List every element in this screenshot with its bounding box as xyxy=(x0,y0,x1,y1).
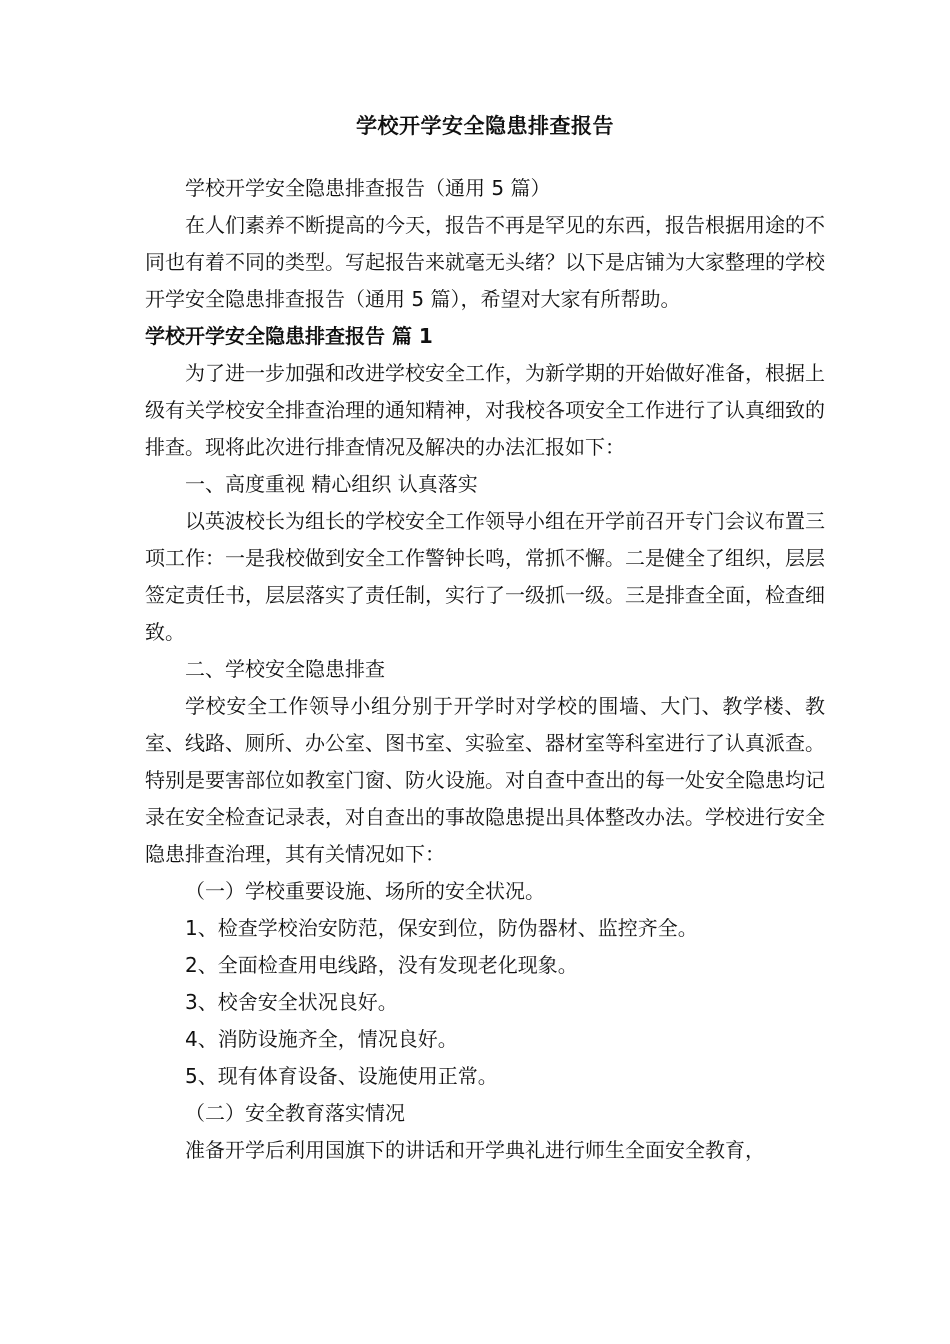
paragraph: 3、校舍安全状况良好。 xyxy=(185,990,398,1014)
paragraph: 二、学校安全隐患排查 xyxy=(185,657,385,681)
paragraph: 为了进一步加强和改进学校安全工作，为新学期的开始做好准备，根据上级有关学校安全排查治理的通知精神，对我校各项安全工作进行了认真细致的排查。现将此次进行排查情况及解决的办法汇报如下： xyxy=(145,361,825,459)
paragraph: 2、全面检查用电线路，没有发现老化现象。 xyxy=(185,953,578,977)
document-body xyxy=(145,170,825,1169)
paragraph: 准备开学后利用国旗下的讲话和开学典礼进行师生全面安全教育， xyxy=(185,1138,765,1162)
paragraph: 以英波校长为组长的学校安全工作领导小组在开学前召开专门会议布置三项工作：一是我校做到安全工作警钟长鸣，常抓不懈。二是健全了组织，层层签定责任书，层层落实了责任制，实行了一级抓一级。三是排查全面，检查细致。 xyxy=(145,509,825,644)
section-heading: 学校开学安全隐患排查报告 篇 1 xyxy=(145,324,433,348)
paragraph: 4、消防设施齐全，情况良好。 xyxy=(185,1027,458,1051)
paragraph: 1、检查学校治安防范，保安到位，防伪器材、监控齐全。 xyxy=(185,916,698,940)
document-page xyxy=(145,108,825,1169)
paragraph: （一）学校重要设施、场所的安全状况。 xyxy=(185,879,545,903)
paragraph: 5、现有体育设备、设施使用正常。 xyxy=(185,1064,498,1088)
paragraph: 学校安全工作领导小组分别于开学时对学校的围墙、大门、教学楼、教室、线路、厕所、办公室、图书室、实验室、器材室等科室进行了认真派查。特别是要害部位如教室门窗、防火设施。对自查中查出的每一处安全隐患均记录在安全检查记录表，对自查出的事故隐患提出具体整改办法。学校进行安全隐患排查治理，其有关情况如下： xyxy=(145,694,825,866)
document-title: 学校开学安全隐患排查报告 xyxy=(356,114,614,138)
paragraph: 在人们素养不断提高的今天，报告不再是罕见的东西，报告根据用途的不同也有着不同的类型。写起报告来就毫无头绪？以下是店铺为大家整理的学校开学安全隐患排查报告（通用 5 篇），希望对大家有所帮助。 xyxy=(145,213,825,311)
paragraph: 一、高度重视 精心组织 认真落实 xyxy=(185,472,478,496)
paragraph: （二）安全教育落实情况 xyxy=(185,1101,405,1125)
paragraph: 学校开学安全隐患排查报告（通用 5 篇） xyxy=(185,176,551,200)
